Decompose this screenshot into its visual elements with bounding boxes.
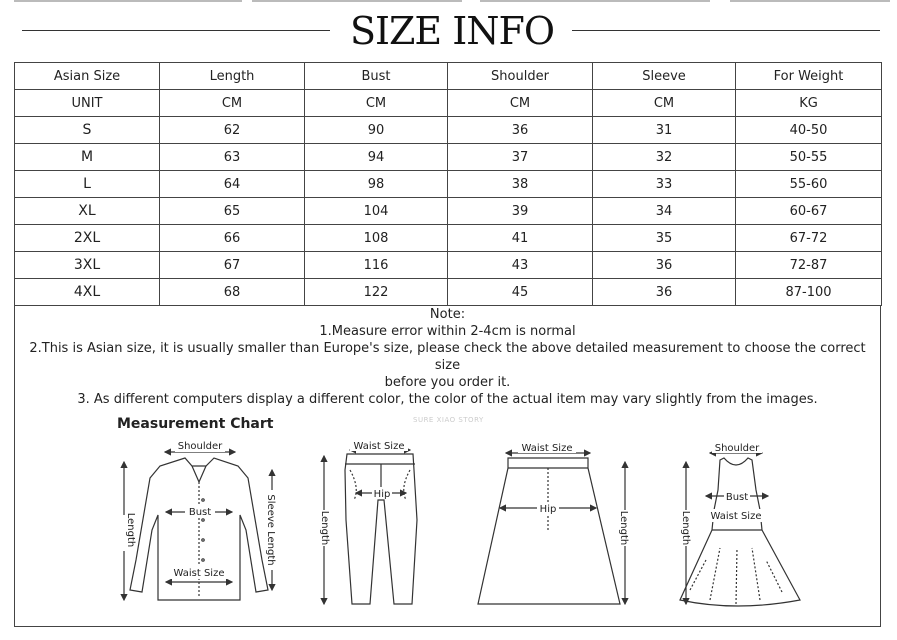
table-cell: 62 — [160, 117, 305, 144]
note-line-3: 3. As different computers display a different color, the color of the actual item may vary slightly from the images. — [77, 392, 818, 407]
table-cell: 45 — [448, 279, 593, 306]
dress-shoulder-label: Shoulder — [714, 443, 760, 454]
dress-diagram — [680, 453, 800, 606]
header-cell: Length — [160, 63, 305, 90]
table-cell: 40-50 — [736, 117, 882, 144]
table-cell: 64 — [160, 171, 305, 198]
size-cell: 3XL — [15, 252, 160, 279]
table-cell: 87-100 — [736, 279, 882, 306]
unit-cell: CM — [593, 90, 736, 117]
unit-cell: KG — [736, 90, 882, 117]
table-cell: 116 — [305, 252, 448, 279]
table-cell: 39 — [448, 198, 593, 225]
table-cell: 122 — [305, 279, 448, 306]
table-cell: 36 — [593, 252, 736, 279]
table-cell: 108 — [305, 225, 448, 252]
measurement-chart-title: Measurement Chart — [117, 416, 274, 432]
table-cell: 55-60 — [736, 171, 882, 198]
table-cell: 68 — [160, 279, 305, 306]
table-cell: 67-72 — [736, 225, 882, 252]
table-cell: 34 — [593, 198, 736, 225]
header-cell: Shoulder — [448, 63, 593, 90]
table-cell: 94 — [305, 144, 448, 171]
table-cell: 66 — [160, 225, 305, 252]
header-cell: Sleeve — [593, 63, 736, 90]
table-cell: 31 — [593, 117, 736, 144]
skirt-hip-label: Hip — [539, 504, 557, 515]
table-cell: 72-87 — [736, 252, 882, 279]
size-cell: M — [15, 144, 160, 171]
skirt-length-label: Length — [618, 510, 629, 546]
unit-cell: CM — [160, 90, 305, 117]
table-cell: 98 — [305, 171, 448, 198]
note-line-2b: before you order it. — [384, 375, 511, 390]
table-cell: 104 — [305, 198, 448, 225]
table-cell: 35 — [593, 225, 736, 252]
table-cell: 37 — [448, 144, 593, 171]
table-cell: 36 — [593, 279, 736, 306]
table-cell: 65 — [160, 198, 305, 225]
skirt-waist-label: Waist Size — [521, 443, 573, 454]
pants-waist-label: Waist Size — [353, 441, 405, 452]
pants-length-label: Length — [319, 510, 330, 546]
shirt-waist-label: Waist Size — [173, 568, 225, 579]
note-line-2: 2.This is Asian size, it is usually smaller than Europe's size, please check the above detailed measurement to choose the correct size — [29, 341, 866, 373]
table-cell: 33 — [593, 171, 736, 198]
size-cell: L — [15, 171, 160, 198]
pants-diagram — [324, 450, 417, 604]
skirt-diagram — [478, 453, 625, 604]
shirt-bust-label: Bust — [188, 507, 212, 518]
table-cell: 32 — [593, 144, 736, 171]
table-cell: 90 — [305, 117, 448, 144]
size-cell: 4XL — [15, 279, 160, 306]
dress-waist-label: Waist Size — [710, 511, 762, 522]
table-cell: 38 — [448, 171, 593, 198]
header-cell: Bust — [305, 63, 448, 90]
header-cell: For Weight — [736, 63, 882, 90]
shirt-shoulder-label: Shoulder — [177, 441, 223, 452]
header-cell: Asian Size — [15, 63, 160, 90]
table-cell: 67 — [160, 252, 305, 279]
table-cell: 43 — [448, 252, 593, 279]
table-cell: 63 — [160, 144, 305, 171]
table-cell: 50-55 — [736, 144, 882, 171]
size-cell: XL — [15, 198, 160, 225]
size-cell: 2XL — [15, 225, 160, 252]
unit-cell: CM — [305, 90, 448, 117]
table-cell: 41 — [448, 225, 593, 252]
table-cell: 60-67 — [736, 198, 882, 225]
unit-cell: UNIT — [15, 90, 160, 117]
shirt-length-label: Length — [125, 512, 136, 548]
note-heading: Note: — [429, 307, 466, 322]
unit-cell: CM — [448, 90, 593, 117]
dress-length-label: Length — [680, 510, 691, 546]
note-line-1: 1.Measure error within 2-4cm is normal — [319, 324, 576, 339]
pants-hip-label: Hip — [373, 489, 391, 500]
shirt-sleeve-label: Sleeve Length — [265, 494, 276, 566]
dress-bust-label: Bust — [725, 492, 749, 503]
size-cell: S — [15, 117, 160, 144]
watermark: SURE XIAO STORY — [413, 416, 484, 424]
table-cell: 36 — [448, 117, 593, 144]
page-title: SIZE INFO — [349, 9, 555, 53]
